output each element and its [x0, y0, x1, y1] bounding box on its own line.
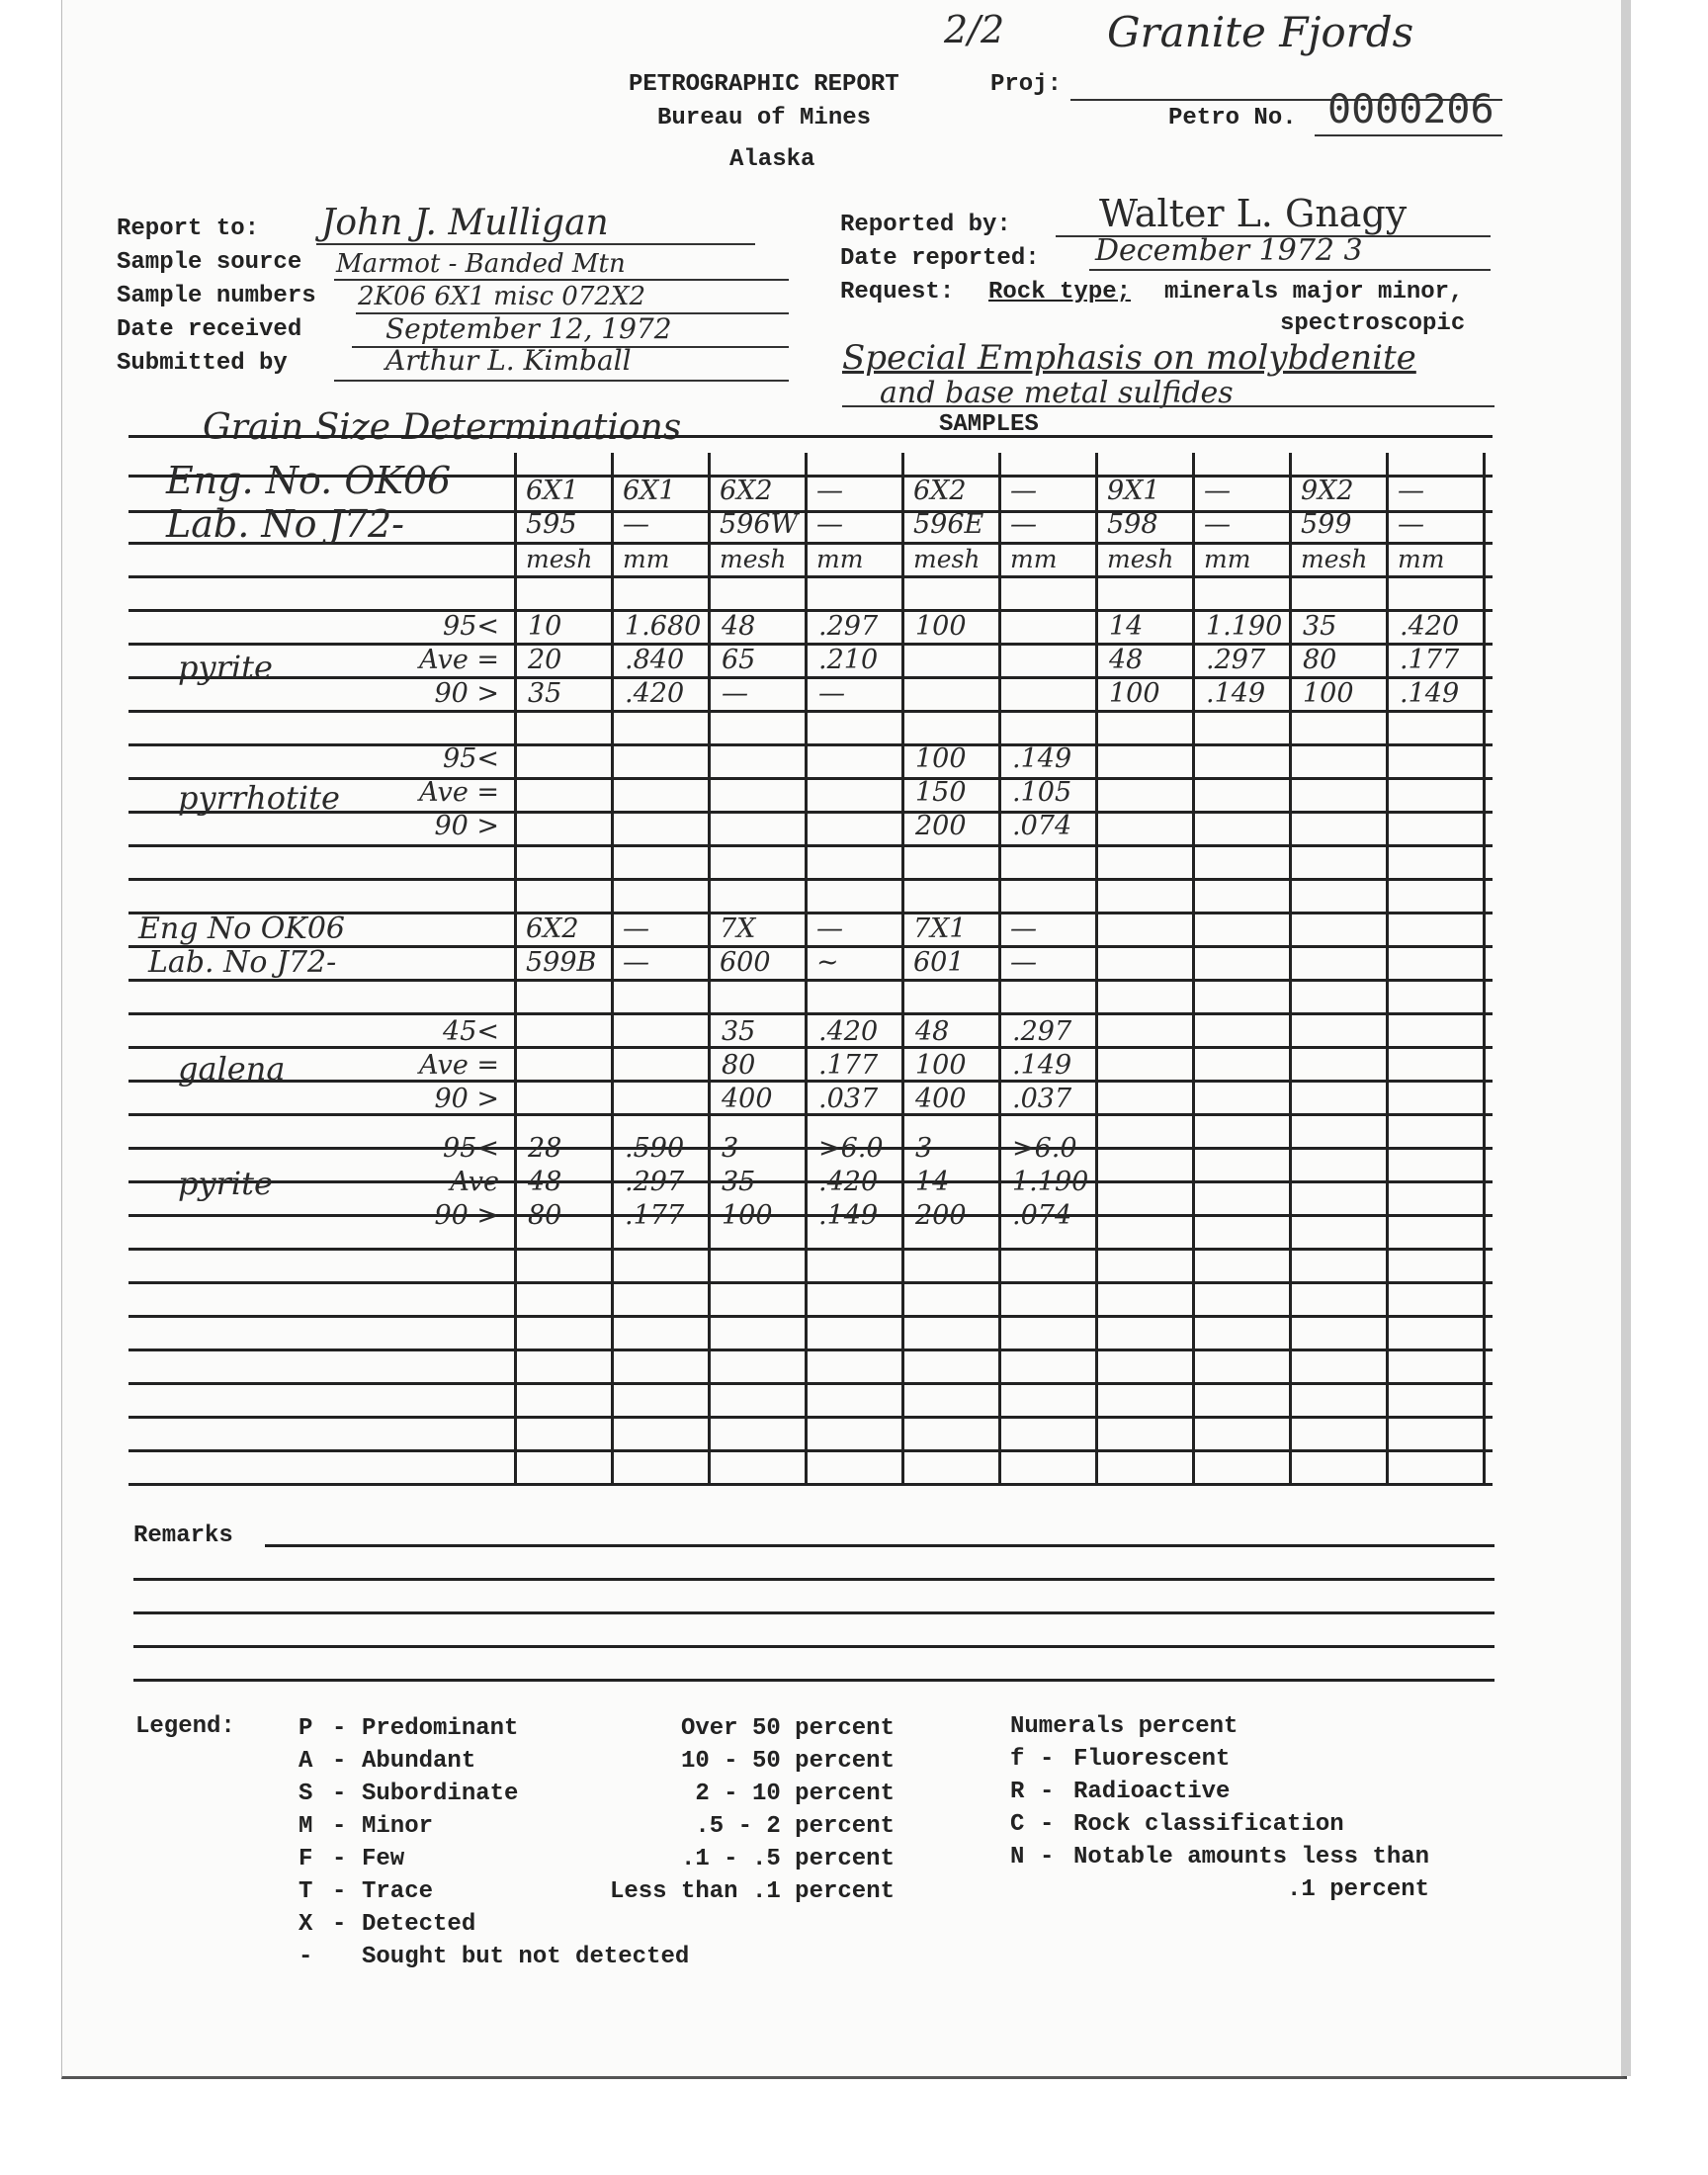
eng-cell-col-9: 9X2: [1301, 476, 1354, 506]
grid-col-line: [611, 453, 614, 1483]
legend-right-text: Numerals percent: [1010, 1713, 1238, 1740]
galena-row-label: Ave =: [419, 1050, 499, 1081]
pyrite-cell: .420: [625, 678, 685, 709]
pyrrhotite-cell: 150: [915, 777, 967, 808]
lab-cell-col-5: 596E: [913, 509, 984, 540]
remarks-line: [133, 1679, 1494, 1682]
lab-cell-col-10: —: [1398, 509, 1424, 540]
galena-cell: 80: [722, 1050, 756, 1081]
legend-code: A: [299, 1748, 313, 1775]
legend-right-text: Fluorescent: [1073, 1746, 1231, 1773]
special-emphasis-underline: [842, 405, 1494, 407]
eng-cell-col-1: 6X1: [526, 476, 579, 506]
grid-row-line: [128, 435, 1493, 438]
sample-numbers-value: 2K06 6X1 misc 072X2: [358, 282, 645, 311]
lab-cell-col-7: 598: [1107, 509, 1158, 540]
lab2-cell-col-6: —: [1010, 947, 1037, 978]
pyrrhotite-mineral-label: pyrrhotite: [178, 779, 340, 817]
pyrite-2-cell: 1.190: [1012, 1167, 1089, 1197]
legend-title: Legend:: [135, 1713, 235, 1740]
eng-no-label-2: Eng No OK06: [138, 912, 345, 946]
unit-cell-col-9: mesh: [1301, 545, 1368, 573]
legend-right-code: f: [1010, 1746, 1025, 1773]
galena-row-label: 90 >: [434, 1084, 499, 1114]
lab2-cell-col-5: 601: [913, 947, 965, 978]
grid-row-line: [128, 1248, 1493, 1251]
legend-code: X: [299, 1911, 313, 1938]
pyrrhotite-cell: 200: [915, 811, 967, 841]
grid-row-line: [128, 1382, 1493, 1385]
eng2-cell-col-3: 7X: [720, 914, 756, 944]
pyrite-cell: 80: [1303, 645, 1337, 675]
lab-cell-col-4: —: [816, 509, 843, 540]
lab-cell-col-6: —: [1010, 509, 1037, 540]
legend-dash: -: [332, 1748, 347, 1775]
pyrite-row-label: Ave =: [419, 645, 499, 675]
report-title: PETROGRAPHIC REPORT: [629, 71, 899, 98]
pyrite-cell: 35: [1303, 611, 1337, 642]
pyrite-2-cell: 100: [722, 1200, 773, 1231]
grid-col-line: [1192, 453, 1195, 1483]
remarks-line: [133, 1611, 1494, 1614]
pyrite-cell: .297: [1206, 645, 1266, 675]
galena-cell: 100: [915, 1050, 967, 1081]
grid-row-line: [128, 1348, 1493, 1351]
submitted-by-value: Arthur L. Kimball: [385, 344, 632, 377]
legend-dash: -: [332, 1911, 347, 1938]
legend-dash: -: [1040, 1779, 1055, 1805]
eng2-cell-col-6: —: [1010, 914, 1037, 944]
galena-cell: .297: [1012, 1016, 1072, 1047]
page-edge: [1621, 0, 1631, 2076]
legend-range: Over 50 percent: [680, 1715, 895, 1742]
grid-row-line: [128, 1281, 1493, 1284]
galena-cell: .177: [818, 1050, 879, 1081]
eng-cell-col-10: —: [1398, 476, 1424, 506]
legend-dash: -: [332, 1813, 347, 1840]
lab-cell-col-9: 599: [1301, 509, 1352, 540]
legend-range: 2 - 10 percent: [695, 1781, 895, 1807]
grid-row-line: [128, 1012, 1493, 1015]
eng-cell-col-2: 6X1: [623, 476, 676, 506]
pyrite-2-cell: 3: [722, 1133, 739, 1164]
grid-row-line: [128, 1315, 1493, 1318]
galena-cell: 35: [722, 1016, 756, 1047]
eng2-cell-col-1: 6X2: [526, 914, 579, 944]
grid-col-line: [1095, 453, 1098, 1483]
pyrite-cell: 1.680: [625, 611, 702, 642]
reported-by-label: Reported by:: [840, 212, 1011, 238]
grid-row-line: [128, 844, 1493, 847]
pyrrhotite-row-label: 95<: [443, 743, 499, 774]
grid-row-line: [128, 1483, 1493, 1486]
legend-dash: -: [332, 1781, 347, 1807]
grid-col-line: [998, 453, 1001, 1483]
pyrite-cell: —: [722, 678, 748, 709]
report-to-value: John J. Mulligan: [321, 203, 609, 243]
grid-row-line: [128, 1180, 1493, 1183]
eng-cell-col-3: 6X2: [720, 476, 773, 506]
pyrite-cell: 20: [528, 645, 562, 675]
pyrite-cell: .840: [625, 645, 685, 675]
unit-cell-col-6: mm: [1010, 545, 1058, 573]
grid-col-line: [901, 453, 904, 1483]
legend-right-text: Radioactive: [1073, 1779, 1231, 1805]
legend-name: Sought but not detected: [362, 1944, 690, 1970]
pyrite-cell: 14: [1109, 611, 1144, 642]
legend-right-code: R: [1010, 1779, 1025, 1805]
grid-row-line: [128, 575, 1493, 578]
pyrite-row-label: 95<: [443, 611, 499, 642]
lab-cell-col-2: —: [623, 509, 649, 540]
pyrite-cell: .210: [818, 645, 879, 675]
sample-source-underline: [334, 279, 789, 281]
pyrite-cell: 100: [1109, 678, 1160, 709]
legend-name: Minor: [362, 1813, 434, 1840]
report-to-underline: [316, 243, 755, 245]
lab-cell-col-1: 595: [526, 509, 577, 540]
eng2-cell-col-5: 7X1: [913, 914, 967, 944]
eng-cell-col-5: 6X2: [913, 476, 967, 506]
reported-by-value: Walter L. Gnagy: [1099, 192, 1408, 235]
eng-cell-col-6: —: [1010, 476, 1037, 506]
pyrite-cell: .420: [1400, 611, 1460, 642]
pyrite-2-row-label: 95<: [443, 1133, 499, 1164]
submitted-by-underline: [334, 380, 789, 382]
legend-name: Abundant: [362, 1748, 476, 1775]
pyrite-mineral-label: pyrite: [178, 649, 273, 686]
grid-row-line: [128, 1416, 1493, 1419]
pyrite-2-cell: .420: [818, 1167, 879, 1197]
unit-cell-col-7: mesh: [1107, 545, 1174, 573]
eng-cell-col-7: 9X1: [1107, 476, 1160, 506]
legend-code: T: [299, 1878, 313, 1905]
grid-row-line: [128, 743, 1493, 746]
pyrite-cell: 100: [915, 611, 967, 642]
grid-col-line: [1289, 453, 1292, 1483]
unit-cell-col-8: mm: [1204, 545, 1251, 573]
pyrrhotite-row-label: 90 >: [434, 811, 499, 841]
legend-right-text: Rock classification: [1073, 1811, 1344, 1838]
legend-right-text: Notable amounts less than: [1073, 1844, 1430, 1870]
grid-col-line: [1386, 453, 1389, 1483]
grid-row-line: [128, 1080, 1493, 1083]
lab2-cell-col-1: 599B: [526, 947, 597, 978]
legend-code: -: [299, 1944, 313, 1970]
request-minerals: minerals major minor,: [1164, 279, 1464, 305]
grid-col-line: [514, 453, 517, 1483]
legend-right-code: N: [1010, 1844, 1025, 1870]
pyrite-cell: .177: [1400, 645, 1460, 675]
legend-dash: -: [332, 1878, 347, 1905]
unit-cell-col-4: mm: [816, 545, 864, 573]
pyrite-cell: 48: [722, 611, 756, 642]
pyrite-cell: .149: [1400, 678, 1460, 709]
remarks-line: [265, 1544, 1494, 1547]
submitted-by-label: Submitted by: [117, 350, 288, 377]
proj-label: Proj:: [990, 71, 1063, 98]
pyrite-cell: 1.190: [1206, 611, 1283, 642]
grid-row-line: [128, 878, 1493, 881]
grid-row-line: [128, 1113, 1493, 1116]
legend-name: Few: [362, 1846, 405, 1872]
grid-col-line: [708, 453, 711, 1483]
lab2-cell-col-2: —: [623, 947, 649, 978]
legend-right-code: C: [1010, 1811, 1025, 1838]
pyrite-2-cell: .590: [625, 1133, 685, 1164]
galena-mineral-label: galena: [178, 1050, 286, 1088]
galena-cell: .037: [1012, 1084, 1072, 1114]
petro-label: Petro No.: [1168, 105, 1297, 131]
legend-name: Trace: [362, 1878, 434, 1905]
lab2-cell-col-3: 600: [720, 947, 771, 978]
pyrite-2-cell: >6.0: [818, 1133, 884, 1164]
lab-no-label-2: Lab. No J72-: [148, 945, 337, 980]
pyrite-2-mineral-label: pyrite: [178, 1165, 273, 1202]
pyrite-cell: 10: [528, 611, 562, 642]
date-reported-underline: [1089, 269, 1491, 271]
remarks-label: Remarks: [133, 1522, 233, 1549]
legend-range: Less than .1 percent: [609, 1878, 895, 1905]
legend-dash: -: [332, 1715, 347, 1742]
unit-cell-col-3: mesh: [720, 545, 787, 573]
pyrite-2-cell: 3: [915, 1133, 933, 1164]
legend-right-text: .1 percent: [1287, 1876, 1430, 1903]
pyrrhotite-row-label: Ave =: [419, 777, 499, 808]
galena-cell: .420: [818, 1016, 879, 1047]
unit-cell-col-10: mm: [1398, 545, 1445, 573]
grid-row-line: [128, 1449, 1493, 1452]
pyrite-2-cell: .177: [625, 1200, 685, 1231]
legend-range: .1 - .5 percent: [680, 1846, 895, 1872]
table-title: Grain Size Determinations: [203, 407, 682, 448]
legend-code: P: [299, 1715, 313, 1742]
grid-row-line: [128, 710, 1493, 713]
pyrrhotite-cell: .074: [1012, 811, 1072, 841]
pyrite-2-cell: 48: [528, 1167, 562, 1197]
grid-col-line: [1483, 453, 1486, 1483]
sample-source-value: Marmot - Banded Mtn: [336, 249, 626, 279]
pyrite-cell: 35: [528, 678, 562, 709]
grid-row-line: [128, 676, 1493, 679]
pyrite-cell: 100: [1303, 678, 1354, 709]
legend-dash: -: [1040, 1746, 1055, 1773]
legend-code: M: [299, 1813, 313, 1840]
sample-source-label: Sample source: [117, 249, 302, 276]
lab-cell-col-3: 596W: [720, 509, 799, 540]
remarks-line: [133, 1578, 1494, 1581]
legend-dash: -: [1040, 1811, 1055, 1838]
grid-row-line: [128, 609, 1493, 612]
galena-cell: .037: [818, 1084, 879, 1114]
eng-cell-col-4: —: [816, 476, 843, 506]
eng2-cell-col-4: —: [816, 914, 843, 944]
pyrite-2-row-label: Ave: [450, 1167, 499, 1197]
pyrite-row-label: 90 >: [434, 678, 499, 709]
pyrite-2-cell: >6.0: [1012, 1133, 1077, 1164]
pyrrhotite-cell: 100: [915, 743, 967, 774]
galena-cell: .149: [1012, 1050, 1072, 1081]
page-fraction-note: 2/2: [944, 8, 1005, 51]
pyrite-2-cell: 200: [915, 1200, 967, 1231]
legend-name: Detected: [362, 1911, 476, 1938]
legend-dash: -: [1040, 1844, 1055, 1870]
report-state: Alaska: [729, 146, 815, 173]
grid-row-line: [128, 643, 1493, 646]
date-reported-label: Date reported:: [840, 245, 1040, 272]
report-to-label: Report to:: [117, 216, 260, 242]
pyrrhotite-cell: .105: [1012, 777, 1072, 808]
eng-no-label: Eng. No. OK06: [166, 459, 452, 502]
unit-cell-col-5: mesh: [913, 545, 981, 573]
legend-code: S: [299, 1781, 313, 1807]
galena-cell: 400: [915, 1084, 967, 1114]
request-label: Request:: [840, 279, 955, 305]
grid-row-line: [128, 1046, 1493, 1049]
petro-underline: [1315, 134, 1502, 136]
date-received-value: September 12, 1972: [385, 312, 672, 345]
pyrite-cell: .297: [818, 611, 879, 642]
galena-cell: 48: [915, 1016, 950, 1047]
date-received-label: Date received: [117, 316, 302, 343]
pyrite-cell: 65: [722, 645, 756, 675]
eng-cell-col-8: —: [1204, 476, 1231, 506]
unit-cell-col-1: mesh: [526, 545, 593, 573]
unit-cell-col-2: mm: [623, 545, 670, 573]
legend-dash: -: [332, 1846, 347, 1872]
special-emphasis-line1: Special Emphasis on molybdenite: [842, 338, 1416, 378]
remarks-line: [133, 1645, 1494, 1648]
pyrite-2-cell: 28: [528, 1133, 562, 1164]
report-org: Bureau of Mines: [657, 105, 872, 131]
grid-row-line: [128, 1147, 1493, 1150]
samples-label: SAMPLES: [939, 411, 1039, 438]
pyrite-2-cell: .074: [1012, 1200, 1072, 1231]
petro-number: 0000206: [1327, 87, 1494, 132]
pyrite-2-cell: 80: [528, 1200, 562, 1231]
legend-code: F: [299, 1846, 313, 1872]
legend-name: Predominant: [362, 1715, 519, 1742]
project-name: Granite Fjords: [1107, 8, 1414, 56]
request-spectroscopic: spectroscopic: [1280, 310, 1466, 337]
grid-col-line: [805, 453, 808, 1483]
lab-cell-col-8: —: [1204, 509, 1231, 540]
pyrite-cell: .149: [1206, 678, 1266, 709]
pyrite-2-row-label: 90 >: [434, 1200, 499, 1231]
pyrite-2-cell: .297: [625, 1167, 685, 1197]
pyrite-cell: 48: [1109, 645, 1144, 675]
galena-row-label: 45<: [443, 1016, 499, 1047]
grid-row-line: [128, 1214, 1493, 1217]
eng2-cell-col-2: —: [623, 914, 649, 944]
legend-range: 10 - 50 percent: [680, 1748, 895, 1775]
sample-numbers-label: Sample numbers: [117, 283, 316, 309]
special-emphasis-line2: and base metal sulfides: [880, 376, 1234, 410]
pyrite-cell: —: [818, 678, 845, 709]
date-reported-value: December 1972 3: [1095, 233, 1363, 268]
pyrite-2-cell: 14: [915, 1167, 950, 1197]
request-rock-type: Rock type;: [988, 279, 1132, 305]
lab-no-label: Lab. No J72-: [166, 502, 405, 546]
lab2-cell-col-4: ~: [816, 947, 839, 978]
pyrrhotite-cell: .149: [1012, 743, 1072, 774]
legend-range: .5 - 2 percent: [695, 1813, 895, 1840]
legend-name: Subordinate: [362, 1781, 519, 1807]
galena-cell: 400: [722, 1084, 773, 1114]
pyrite-2-cell: 35: [722, 1167, 756, 1197]
pyrite-2-cell: .149: [818, 1200, 879, 1231]
